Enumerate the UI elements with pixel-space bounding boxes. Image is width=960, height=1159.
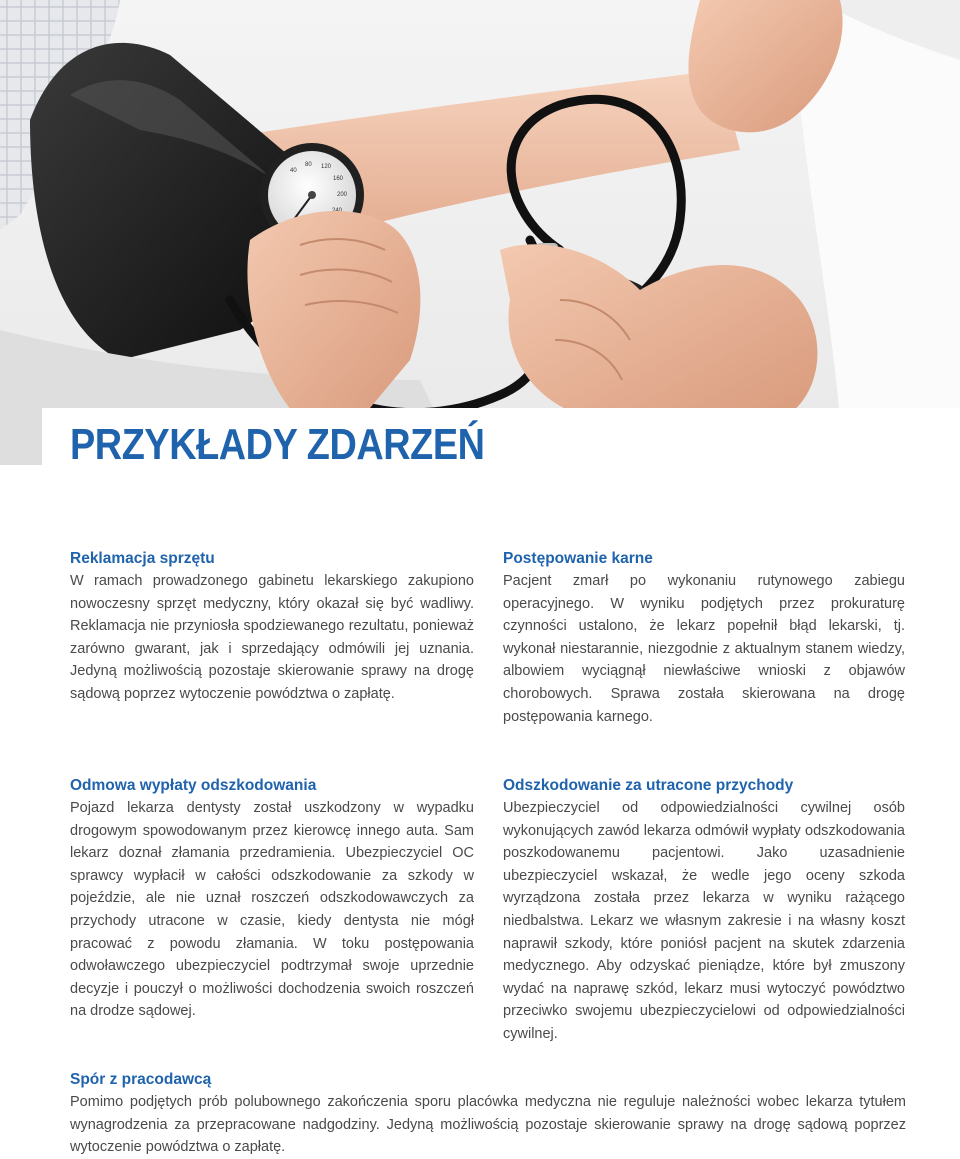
case-body: Pojazd lekarza dentysty został uszkodzony w wypadku drogowym spowodowanym przez kierowcę innego auta. Sam lekarz doznał złamania przedramienia. Ubezpieczyciel OC sprawcy wypłacił w całości odszkodowanie za szkody w pojeździe, ale nie uznał roszczeń odszkodowawczych za przychody utracone w czasie, kiedy dentysta nie mógł pracować z powodu złamania. W toku postępowania odwoławczego ubezpieczyciel podtrzymał swoje uprzednie decyzje i pouczył o możliwości dochodzenia swoich roszczeń na drodze sądowej. xyxy=(70,800,474,1020)
case-utracone-przychody xyxy=(503,775,905,1046)
gauge-number: 40 xyxy=(290,168,297,174)
case-body: Pomimo podjętych prób polubownego zakończenia sporu placówka medyczna nie reguluje należności wobec lekarza tytułem wynagrodzenia za przepracowane nadgodziny. Jedyną możliwością pozostaje skierowanie sprawy na drogę sądową poprzez wytoczenie powództwa o zapłatę. xyxy=(70,1094,906,1156)
case-postepowanie-karne xyxy=(503,548,905,728)
page-title: PRZYKŁADY ZDARZEŃ xyxy=(70,420,485,469)
gauge-number: 120 xyxy=(321,164,332,170)
gauge-number: 200 xyxy=(337,192,348,198)
case-spor-z-pracodawca xyxy=(70,1069,906,1159)
case-odmowa-wyplaty xyxy=(70,775,474,1023)
case-heading: Odmowa wypłaty odszkodowania xyxy=(70,777,317,794)
case-reklamacja-sprzetu xyxy=(70,548,474,706)
header-photo xyxy=(0,0,960,465)
case-body: W ramach prowadzonego gabinetu lekarskiego zakupiono nowoczesny sprzęt medyczny, który okazał się być wadliwy. Reklamacja nie przyniosła spodziewanego rezultatu, ponieważ zarówno gwarant, jak i sprzedający odmówili jej uznania. Jedyną możliwością pozostaje skierowanie sprawy na drogę sądową poprzez wytoczenie powództwa o zapłatę. xyxy=(70,573,474,702)
case-heading: Spór z pracodawcą xyxy=(70,1071,212,1088)
case-heading: Odszkodowanie za utracone przychody xyxy=(503,777,794,794)
case-body: Ubezpieczyciel od odpowiedzialności cywilnej osób wykonujących zawód lekarza odmówił wypłaty odszkodowania poszkodowanemu pacjentowi. Jako uzasadnienie ubezpieczyciel wskazał, że wedle jego oceny szkoda wyrządzona została przez lekarza w wyniku rażącego niedbalstwa. Lekarz we własnym zakresie i na własny koszt naprawił szkody, które poniósł pacjent na skutek zdarzenia medycznego. Aby odzyskać pieniądze, które był zmuszony wydać na naprawę szkód, lekarz musi wytoczyć powództwo przeciwko swojemu ubezpieczycielowi od odpowiedzialności cywilnej. xyxy=(503,800,905,1042)
gauge-number: 80 xyxy=(305,162,312,168)
case-heading: Reklamacja sprzętu xyxy=(70,550,215,567)
case-body: Pacjent zmarł po wykonaniu rutynowego zabiegu operacyjnego. W wyniku podjętych przez prokuraturę czynności ustalono, że lekarz popełnił błąd lekarski, tj. wykonał niestarannie, niezgodnie z aktualnym stanem wiedzy, albowiem wyciągnął niewłaściwe wnioski z objawów chorobowych. Sprawa została skierowana na drogę postępowania karnego. xyxy=(503,573,905,725)
gauge-number: 160 xyxy=(333,176,344,182)
case-heading: Postępowanie karne xyxy=(503,550,653,567)
